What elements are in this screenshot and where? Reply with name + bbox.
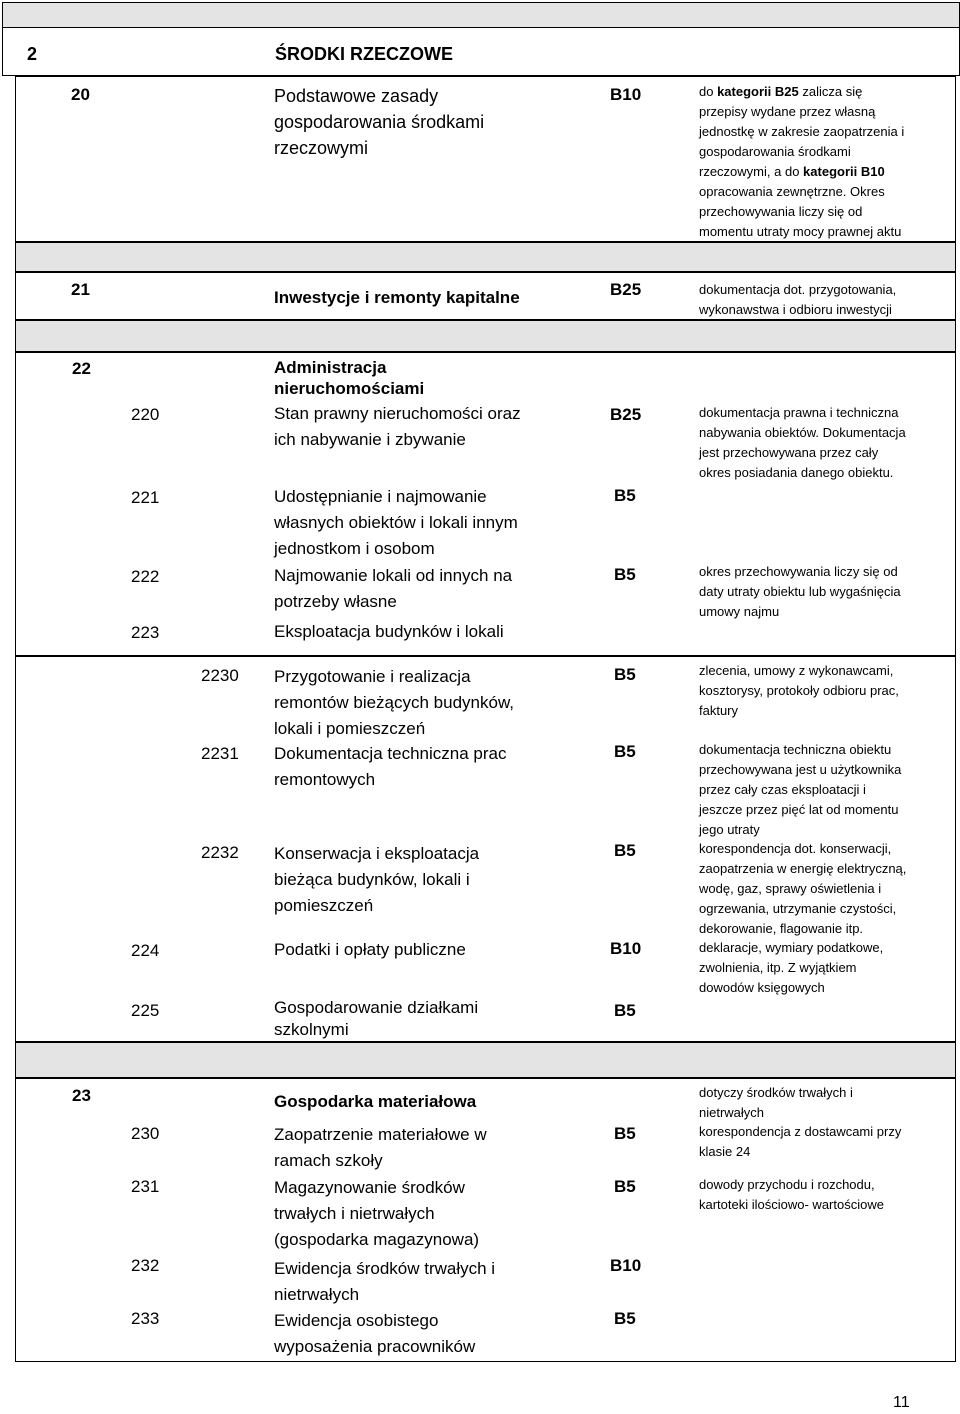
row-note: dotyczy środków trwałych i nietrwałych	[699, 1085, 853, 1120]
table-gap	[15, 1042, 956, 1078]
table-gap	[15, 242, 956, 272]
table-row-223-subitems	[15, 656, 956, 1042]
item-code-222: 222	[131, 567, 160, 586]
category-badge: B10	[610, 85, 642, 104]
table-row-20	[15, 76, 956, 242]
item-name-233: Ewidencja osobistego wyposażenia pracowników	[274, 1311, 476, 1356]
row-code: 22	[72, 359, 91, 378]
category-badge: B25	[610, 280, 642, 299]
item-code-233: 233	[131, 1309, 160, 1328]
row-name: Administracja nieruchomościami	[274, 358, 425, 398]
table-gap	[15, 320, 956, 352]
table-row-21	[15, 272, 956, 320]
section-header-row	[2, 27, 960, 76]
item-code-2232: 2232	[201, 843, 239, 862]
row-name: Inwestycje i remonty kapitalne	[274, 288, 520, 307]
item-code-230: 230	[131, 1124, 160, 1143]
item-code-220: 220	[131, 405, 160, 424]
item-note-222: okres przechowywania liczy się od daty utraty obiektu lub wygaśnięcia umowy najmu	[699, 564, 901, 619]
item-note-2231: dokumentacja techniczna obiektu przechowywana jest u użytkownika przez cały czas eksploatacji i jeszcze przez pięć lat od momentu jego utraty	[699, 742, 902, 837]
item-code-2231: 2231	[201, 744, 239, 763]
category-badge: B5	[614, 1001, 636, 1020]
item-note-230: korespondencja z dostawcami przy klasie 24	[699, 1124, 902, 1159]
category-badge: B5	[614, 1124, 636, 1143]
item-name-2232: Konserwacja i eksploatacja bieżąca budynków, lokali i pomieszczeń	[274, 844, 480, 915]
category-badge: B5	[614, 565, 636, 584]
item-code-231: 231	[131, 1177, 160, 1196]
category-badge: B5	[614, 486, 636, 505]
item-note-224: deklaracje, wymiary podatkowe, zwolnienia, itp. Z wyjątkiem dowodów księgowych	[699, 940, 884, 995]
item-note-2230: zlecenia, umowy z wykonawcami, kosztorysy, protokoły odbioru prac, faktury	[699, 663, 899, 718]
category-badge: B5	[614, 742, 636, 761]
row-name: Podstawowe zasady gospodarowania środkami rzeczowymi	[274, 86, 485, 158]
page-number: 11	[893, 1394, 910, 1411]
row-code: 20	[71, 85, 90, 104]
row-note: dokumentacja dot. przygotowania, wykonawstwa i odbioru inwestycji	[699, 282, 897, 317]
category-badge: B5	[614, 1309, 636, 1328]
item-name-225: Gospodarowanie działkami szkolnymi	[274, 998, 479, 1039]
item-code-223: 223	[131, 623, 160, 642]
category-badge: B25	[610, 405, 642, 424]
item-name-223: Eksploatacja budynków i lokali	[274, 622, 504, 641]
item-name-224: Podatki i opłaty publiczne	[274, 940, 466, 959]
item-note-231: dowody przychodu i rozchodu, kartoteki ilościowo- wartościowe	[699, 1177, 884, 1212]
row-note: do kategorii B25 zalicza się przepisy wydane przez własną jednostkę w zakresie zaopatrzenia i gospodarowania środkami rzeczowymi, a do kategorii B10 opracowania zewnętrzne. Okres przechowywania liczy się od momentu utraty mocy prawnej aktu	[699, 84, 905, 239]
section-code: 2	[27, 44, 38, 64]
item-note-220: dokumentacja prawna i techniczna nabywania obiektów. Dokumentacja jest przechowywana przez cały okres posiadania danego obiektu.	[699, 405, 906, 480]
item-name-221: Udostępnianie i najmowanie własnych obiektów i lokali innym jednostkom i osobom	[274, 487, 518, 558]
item-name-2230: Przygotowanie i realizacja remontów bieżących budynków, lokali i pomieszczeń	[274, 667, 515, 738]
category-badge: B10	[610, 1256, 642, 1275]
item-name-222: Najmowanie lokali od innych na potrzeby własne	[274, 566, 513, 611]
table-top-gap	[2, 2, 960, 27]
category-badge: B10	[610, 939, 642, 958]
item-name-220: Stan prawny nieruchomości oraz ich nabywanie i zbywanie	[274, 404, 521, 449]
row-code: 21	[71, 280, 90, 299]
item-note-2232: korespondencja dot. konserwacji, zaopatrzenia w energię elektryczną, wodę, gaz, sprawy oświetlenia i ogrzewania, utrzymanie czystości, dekorowanie, flagowanie itp.	[699, 841, 907, 936]
section-title: ŚRODKI RZECZOWE	[275, 44, 453, 64]
row-name: Gospodarka materiałowa	[274, 1092, 477, 1111]
table-row-22	[15, 352, 956, 656]
item-name-2231: Dokumentacja techniczna prac remontowych	[274, 744, 507, 789]
category-badge: B5	[614, 841, 636, 860]
item-code-2230: 2230	[201, 666, 239, 685]
row-code: 23	[72, 1086, 91, 1105]
item-name-231: Magazynowanie środków trwałych i nietrwałych (gospodarka magazynowa)	[274, 1178, 480, 1249]
table-row-23	[15, 1078, 956, 1362]
item-code-225: 225	[131, 1001, 160, 1020]
item-code-224: 224	[131, 941, 160, 960]
category-badge: B5	[614, 1177, 636, 1196]
category-badge: B5	[614, 665, 636, 684]
item-code-232: 232	[131, 1256, 160, 1275]
item-code-221: 221	[131, 488, 160, 507]
item-name-232: Ewidencja środków trwałych i nietrwałych	[274, 1259, 496, 1304]
item-name-230: Zaopatrzenie materiałowe w ramach szkoły	[274, 1125, 487, 1170]
